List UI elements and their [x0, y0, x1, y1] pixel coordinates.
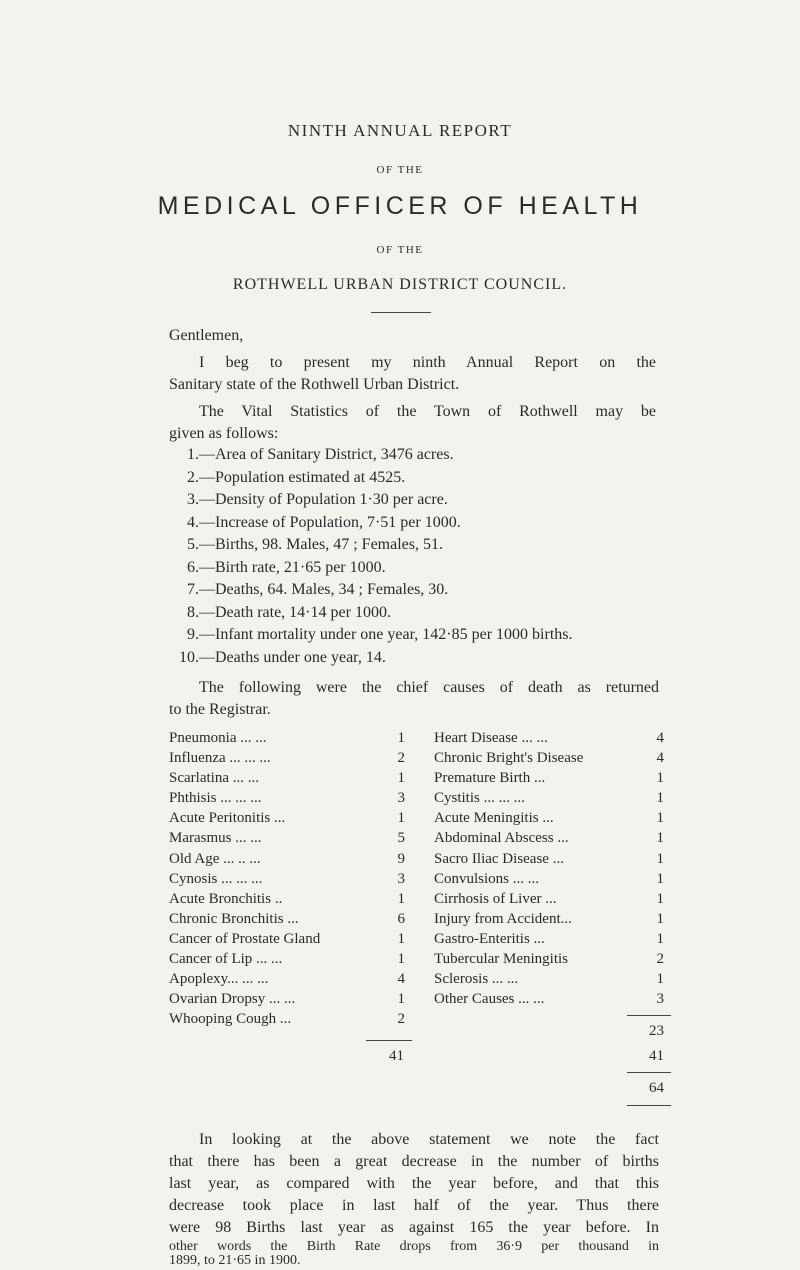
stat-item: 5.—Births, 98. Males, 47 ; Females, 51. — [187, 536, 443, 553]
stat-item: 6.—Birth rate, 21·65 per 1000. — [187, 558, 386, 576]
grand-total-bottom-rule — [627, 1105, 671, 1106]
cause-row: Gastro-Enteritis ... 1 — [434, 930, 664, 947]
cause-row: Injury from Accident... 1 — [434, 910, 664, 927]
cause-row: Chronic Bronchitis ... 6 — [169, 910, 405, 927]
cause-row: Apoplexy... ... ... 4 — [169, 971, 405, 988]
left-total: 41 — [389, 1048, 404, 1064]
stat-item: 8.—Death rate, 14·14 per 1000. — [187, 603, 391, 621]
stat-item: 9.—Infant mortality under one year, 142·85 per 1000 births. — [187, 626, 573, 643]
right-subtotal: 23 — [649, 1023, 664, 1039]
salutation: Gentlemen, — [169, 327, 244, 344]
left-total-rule — [366, 1040, 412, 1041]
cause-row: Cancer of Lip ... ... 1 — [169, 951, 405, 968]
cause-row: Cirrhosis of Liver ... 1 — [434, 890, 664, 907]
cause-row: Cystitis ... ... ... 1 — [434, 790, 664, 807]
cause-row: Pneumonia ... ... 1 — [169, 730, 405, 746]
cause-row: Tubercular Meningitis 2 — [434, 951, 664, 968]
stat-item: 7.—Deaths, 64. Males, 34 ; Females, 30. — [187, 581, 449, 598]
intro-line-4: given as follows: — [169, 425, 279, 442]
closing-line-2: that there has been a great decrease in the number of births — [169, 1153, 659, 1170]
cause-row: Acute Peritonitis ... 1 — [169, 810, 405, 827]
closing-line-3: last year, as compared with the year before, and that this — [169, 1175, 659, 1192]
grand-total: 64 — [649, 1080, 664, 1096]
closing-line-1: In looking at the above statement we note the fact — [199, 1131, 659, 1148]
stat-item: 1.—Area of Sanitary District, 3476 acres. — [187, 446, 454, 463]
cause-row: Ovarian Dropsy ... ... 1 — [169, 991, 405, 1008]
closing-line-6: other words the Birth Rate drops from 36·9 per thousand in — [169, 1239, 659, 1254]
cause-row: Influenza ... ... ... 2 — [169, 750, 405, 767]
causes-intro-line-1: The following were the chief causes of death as returned — [199, 679, 659, 696]
cause-row: Other Causes ... ... 3 — [434, 991, 664, 1008]
stat-item: 2.—Population estimated at 4525. — [187, 468, 406, 486]
cause-row: Acute Meningitis ... 1 — [434, 810, 664, 827]
cause-row: Scarlatina ... ... 1 — [169, 770, 405, 787]
causes-left-column — [169, 728, 409, 1029]
title-divider — [371, 312, 431, 313]
title-of-the-1: OF THE — [376, 164, 424, 176]
stat-item: 3.—Density of Population 1·30 per acre. — [187, 491, 448, 508]
closing-line-7: 1899, to 21·65 in 1900. — [169, 1253, 301, 1268]
cause-row: Heart Disease ... ... 4 — [434, 730, 664, 746]
title-of-the-2: OF THE — [376, 244, 424, 256]
right-subtotal-rule — [627, 1015, 671, 1016]
cause-row: Sacro Iliac Disease ... 1 — [434, 850, 664, 867]
cause-row: Premature Birth ... 1 — [434, 770, 664, 787]
cause-row: Convulsions ... ... 1 — [434, 870, 664, 887]
cause-row: Cancer of Prostate Gland 1 — [169, 930, 405, 947]
cause-row: Acute Bronchitis .. 1 — [169, 890, 405, 907]
stat-item: 10.—Deaths under one year, 14. — [179, 648, 386, 666]
cause-row: Chronic Bright's Disease 4 — [434, 750, 664, 767]
grand-total-top-rule — [627, 1072, 671, 1073]
cause-row: Old Age ... .. ... 9 — [169, 850, 405, 867]
closing-line-4: decrease took place in last half of the year. Thus there — [169, 1197, 659, 1214]
stat-item: 4.—Increase of Population, 7·51 per 1000. — [187, 513, 461, 531]
intro-line-3: The Vital Statistics of the Town of Rothwell may be — [199, 403, 656, 420]
report-heading: MEDICAL OFFICER OF HEALTH — [157, 192, 643, 220]
cause-row: Sclerosis ... ... 1 — [434, 971, 664, 988]
causes-right-column — [434, 728, 674, 1009]
vital-statistics-list — [173, 444, 572, 669]
cause-row: Whooping Cough ... 2 — [169, 1011, 405, 1028]
intro-line-2: Sanitary state of the Rothwell Urban District. — [169, 376, 460, 393]
council-name: ROTHWELL URBAN DISTRICT COUNCIL. — [232, 276, 568, 293]
causes-intro-line-2: to the Registrar. — [169, 701, 271, 718]
right-carried-total: 41 — [649, 1048, 664, 1064]
cause-row: Marasmus ... ... 5 — [169, 830, 405, 847]
cause-row: Phthisis ... ... ... 3 — [169, 790, 405, 807]
cause-row: Cynosis ... ... ... 3 — [169, 870, 405, 887]
report-title: NINTH ANNUAL REPORT — [287, 121, 513, 140]
cause-row: Abdominal Abscess ... 1 — [434, 830, 664, 847]
intro-line-1: I beg to present my ninth Annual Report on the — [199, 354, 656, 371]
closing-line-5: were 98 Births last year as against 165 the year before. In — [169, 1219, 659, 1236]
